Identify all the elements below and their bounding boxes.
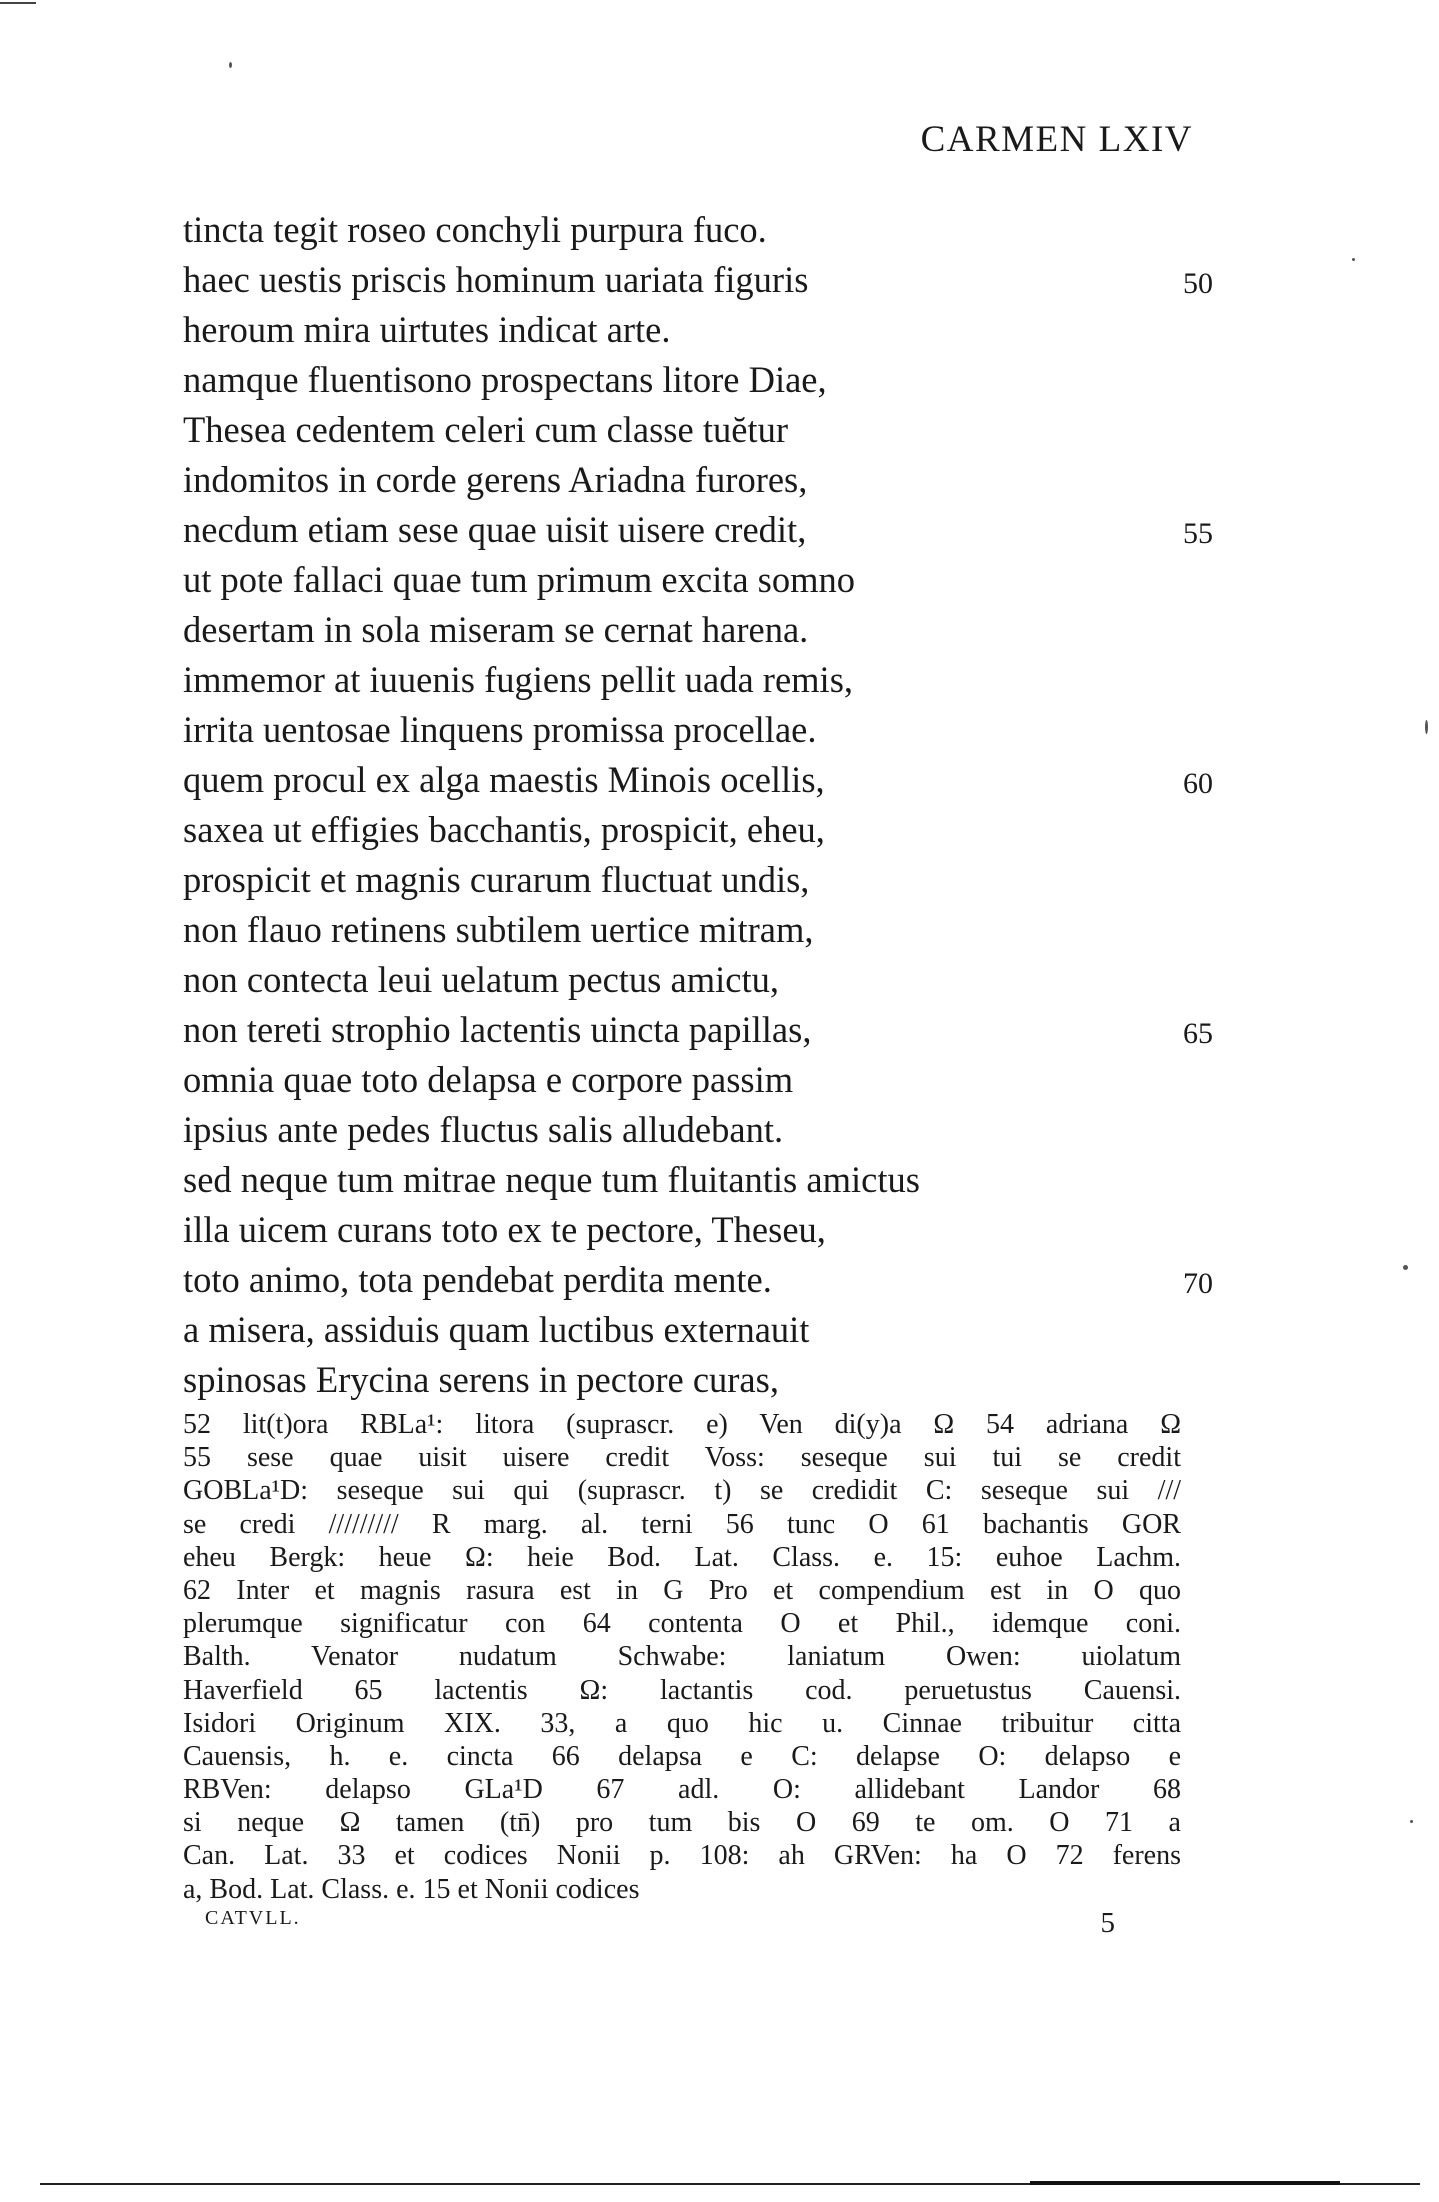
- line-number: 50: [1183, 267, 1213, 300]
- verse-text: quem procul ex alga maestis Minois ocellis,: [183, 759, 825, 800]
- bottom-rule-heavy: [1030, 2181, 1340, 2185]
- scan-speck: [1425, 720, 1428, 734]
- verse-text: necdum etiam sese quae uisit uisere credit,: [183, 509, 807, 550]
- apparatus-line: Can. Lat. 33 et codices Nonii p. 108: ah GRVen: ha O 72 ferens: [183, 1840, 1181, 1872]
- verse-text: desertam in sola miseram se cernat harena.: [183, 609, 809, 650]
- verse-line: [183, 1155, 1183, 1205]
- verse-text: haec uestis priscis hominum uariata figuris: [183, 259, 809, 300]
- verse-text: a misera, assiduis quam luctibus externauit: [183, 1309, 810, 1350]
- verse-line: [183, 455, 1183, 505]
- verse-line: [183, 955, 1183, 1005]
- apparatus-line: GOBLa¹D: seseque sui qui (suprascr. t) se credidit C: seseque sui ///: [183, 1475, 1181, 1507]
- verse-text: ut pote fallaci quae tum primum excita somno: [183, 559, 856, 600]
- apparatus-line: plerumque significatur con 64 contenta O et Phil., idemque coni.: [183, 1608, 1181, 1640]
- verse-line: [183, 1005, 1213, 1055]
- verse-text: indomitos in corde gerens Ariadna furores,: [183, 459, 808, 500]
- verse-text: immemor at iuuenis fugiens pellit uada remis,: [183, 659, 854, 700]
- verse-text: illa uicem curans toto ex te pectore, Theseu,: [183, 1209, 826, 1250]
- verse-line: [183, 1205, 1183, 1255]
- scan-speck: [1352, 258, 1355, 261]
- scan-speck: [1403, 1265, 1408, 1270]
- verse-line: [183, 1305, 1183, 1355]
- scan-speck: [229, 62, 232, 68]
- verse-text: toto animo, tota pendebat perdita mente.: [183, 1259, 772, 1300]
- line-number: 55: [1183, 517, 1213, 550]
- scan-speck: [1410, 1820, 1413, 1823]
- apparatus-line: Haverfield 65 lactentis Ω: lactantis cod. peruetustus Cauensi.: [183, 1674, 1181, 1706]
- verse-line: [183, 355, 1183, 405]
- verse-line: [183, 1105, 1183, 1155]
- apparatus-line: 62 Inter et magnis rasura est in G Pro et compendium est in O quo: [183, 1574, 1181, 1606]
- verse-text: namque fluentisono prospectans litore Diae,: [183, 359, 827, 400]
- apparatus-criticus: [183, 1408, 1181, 1906]
- verse-text: irrita uentosae linquens promissa procellae.: [183, 709, 817, 750]
- verse-text: heroum mira uirtutes indicat arte.: [183, 309, 671, 350]
- line-number: 70: [1183, 1267, 1213, 1300]
- verse-text: non tereti strophio lactentis uincta papillas,: [183, 1009, 812, 1050]
- verse-text: non contecta leui uelatum pectus amictu,: [183, 959, 779, 1000]
- verse-line: [183, 1255, 1213, 1305]
- apparatus-line: Cauensis, h. e. cincta 66 delapsa e C: delapse O: delapso e: [183, 1740, 1181, 1772]
- line-number: 60: [1183, 767, 1213, 800]
- verse-line: [183, 1055, 1183, 1105]
- verse-line: [183, 905, 1183, 955]
- apparatus-line: 55 sese quae uisit uisere credit Voss: seseque sui tui se credit: [183, 1442, 1181, 1474]
- apparatus-line: eheu Bergk: heue Ω: heie Bod. Lat. Class. e. 15: euhoe Lachm.: [183, 1541, 1181, 1573]
- verse-line: [183, 1355, 1183, 1405]
- verse-line: [183, 755, 1213, 805]
- verse-line: [183, 855, 1183, 905]
- line-number: 65: [1183, 1017, 1213, 1050]
- verse-text: saxea ut effigies bacchantis, prospicit, eheu,: [183, 809, 825, 850]
- scan-mark: [0, 2, 36, 4]
- verse-line: [183, 605, 1183, 655]
- apparatus-line: RBVen: delapso GLa¹D 67 adl. O: allidebant Landor 68: [183, 1774, 1181, 1806]
- verse-line: [183, 255, 1213, 305]
- apparatus-line: Isidori Originum XIX. 33, a quo hic u. Cinnae tribuitur citta: [183, 1707, 1181, 1739]
- verse-text: non flauo retinens subtilem uertice mitram,: [183, 909, 814, 950]
- verse-line: [183, 555, 1183, 605]
- verse-text: spinosas Erycina serens in pectore curas,: [183, 1359, 779, 1400]
- running-header: CARMEN LXIV: [920, 119, 1193, 160]
- verse-text: tincta tegit roseo conchyli purpura fuco.: [183, 209, 767, 250]
- signature-mark: CATVLL.: [205, 1907, 301, 1929]
- verse-line: [183, 305, 1183, 355]
- verse-text: ipsius ante pedes fluctus salis alludebant.: [183, 1109, 784, 1150]
- verse-line: [183, 405, 1183, 455]
- verse-text: sed neque tum mitrae neque tum fluitantis amictus: [183, 1159, 920, 1200]
- verse-line: [183, 505, 1213, 555]
- apparatus-line: 52 lit(t)ora RBLa¹: litora (suprascr. e) Ven di(y)a Ω 54 adriana Ω: [183, 1409, 1181, 1440]
- apparatus-line: a, Bod. Lat. Class. e. 15 et Nonii codices: [183, 1873, 640, 1905]
- verse-line: [183, 655, 1183, 705]
- verse-text: omnia quae toto delapsa e corpore passim: [183, 1059, 794, 1100]
- verse-text: Thesea cedentem celeri cum classe tuĕtur: [183, 409, 788, 450]
- verse-line: [183, 205, 1183, 255]
- verse-line: [183, 805, 1183, 855]
- verse-text: prospicit et magnis curarum fluctuat undis,: [183, 859, 810, 900]
- page-footer: [205, 1907, 1115, 1940]
- page-number: 5: [1100, 1907, 1115, 1939]
- apparatus-line: Balth. Venator nudatum Schwabe: laniatum Owen: uiolatum: [183, 1641, 1181, 1673]
- verse-block: [183, 205, 1213, 1405]
- verse-line: [183, 705, 1183, 755]
- apparatus-line: si neque Ω tamen (tn̄) pro tum bis O 69 te om. O 71 a: [183, 1807, 1181, 1839]
- apparatus-line: se credi ///////// R marg. al. terni 56 tunc O 61 bachantis GOR: [183, 1508, 1181, 1540]
